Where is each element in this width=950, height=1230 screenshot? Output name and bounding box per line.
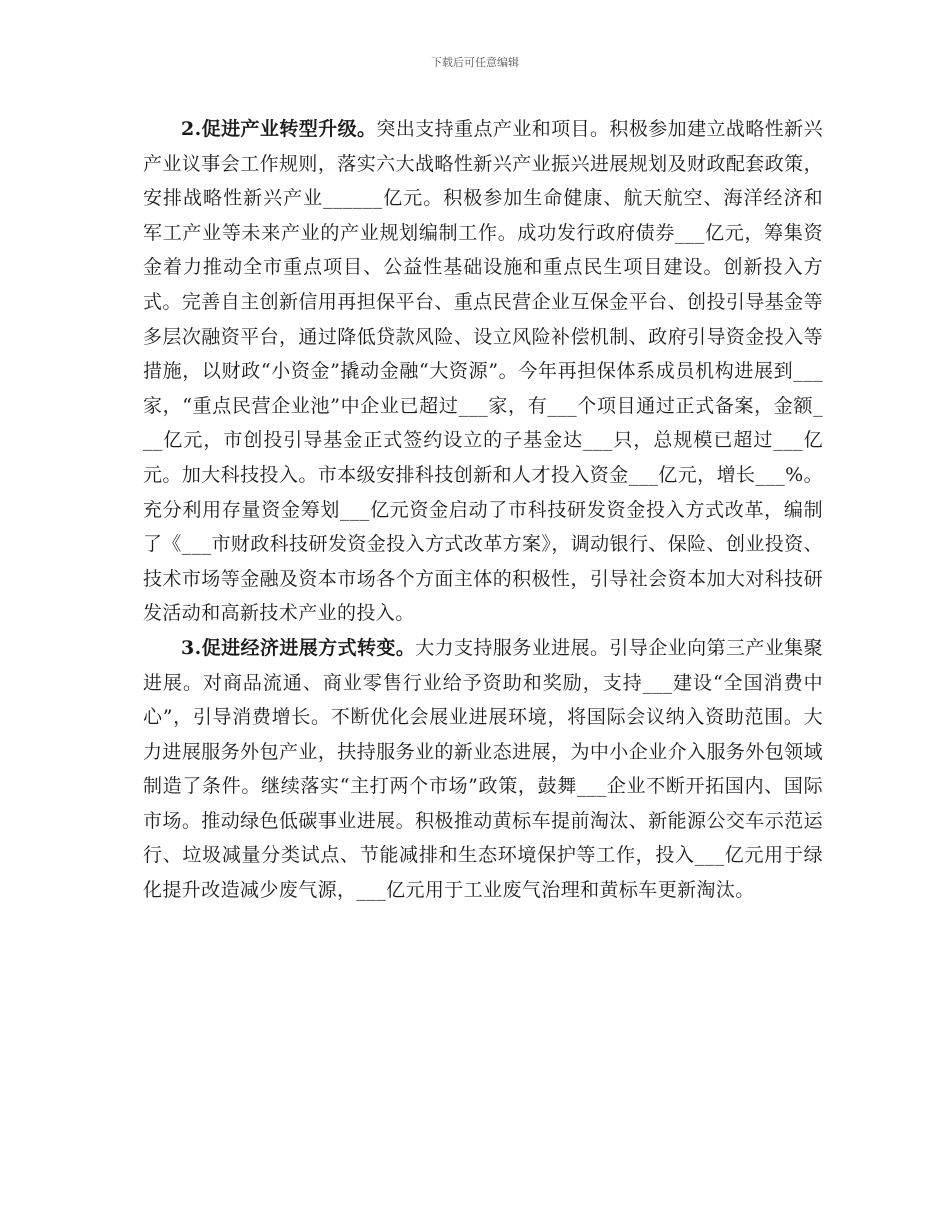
document-body bbox=[143, 112, 823, 908]
paragraph-industrial-upgrade bbox=[143, 112, 823, 631]
page-header: 下载后可任意编辑 bbox=[431, 56, 519, 69]
paragraph-text: 突出支持重点产业和项目。积极参加建立战略性新兴产业议事会工作规则，落实六大战略性新兴产业振兴进展规划及财政配套政策，安排战略性新兴产业______亿元。积极参加生命健康、航天航空、海洋经济和军工产业等未来产业的产业规划编制工作。成功发行政府债券___亿元，筹集资金着力推动全市重点项目、公益性基础设施和重点民生项目建设。创新投入方式。完善自主创新信用再担保平台、重点民营企业互保金平台、创投引导基金等多层次融资平台，通过降低贷款风险、设立风险补偿机制、政府引导资金投入等措施，以财政“小资金”撬动金融“大资源”。今年再担保体系成员机构进展到___家，“重点民营企业池”中企业已超过___家，有___个项目通过正式备案，金额___亿元，市创投引导基金正式签约设立的子基金达___只，总规模已超过___亿元。加大科技投入。市本级安排科技创新和人才投入资金___亿元，增长___%。充分利用存量资金筹划___亿元资金启动了市科技研发资金投入方式改革，编制了《___市财政科技研发资金投入方式改革方案》，调动银行、保险、创业投资、技术市场等金融及资本市场各个方面主体的积极性，引导社会资本加大对科技研发活动和高新技术产业的投入。 bbox=[143, 118, 823, 625]
paragraph-economic-transition bbox=[143, 631, 823, 908]
paragraph-heading: 2.促进产业转型升级。 bbox=[181, 118, 377, 140]
paragraph-heading: 3.促进经济进展方式转变。 bbox=[181, 636, 416, 659]
paragraph-text: 大力支持服务业进展。引导企业向第三产业集聚进展。对商品流通、商业零售行业给予资助和奖励，支持___建设“全国消费中心”，引导消费增长。不断优化会展业进展环境，将国际会议纳入资助范围。大力进展服务外包产业，扶持服务业的新业态进展，为中小企业介入服务外包领域制造了条件。继续落实“主打两个市场”政策，鼓舞___企业不断开拓国内、国际市场。推动绿色低碳事业进展。积极推动黄标车提前淘汰、新能源公交车示范运行、垃圾减量分类试点、节能减排和生态环境保护等工作，投入___亿元用于绿化提升改造减少废气源，___亿元用于工业废气治理和黄标车更新淘汰。 bbox=[143, 636, 823, 902]
